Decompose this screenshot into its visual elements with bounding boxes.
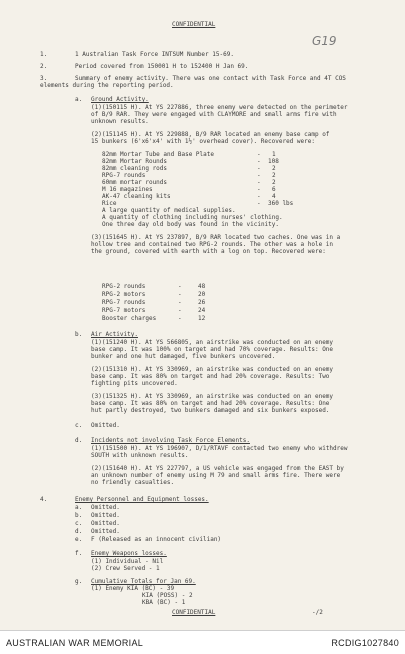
text-line: SOUTH with unknown results. [91,452,189,459]
item-letter: d. [75,528,83,535]
item-number: 3. [40,75,48,82]
text-line: bunker and one hut damaged, five bunkers uncovered. [91,353,276,360]
page-continuation-mark: -/2 [312,609,323,616]
text-line: base camp. It was 100% on target and had 70% coverage. Results: One [91,346,334,353]
list-qty: 20 [198,291,206,298]
text-line: 1 Australian Task Force INTSUM Number 15-69. [75,51,234,58]
section-heading: Air Activity. [91,331,138,338]
list-qty: 12 [198,315,206,322]
item-letter: a. [75,504,83,511]
item-letter: f. [75,550,83,557]
item-letter: a. [75,96,83,103]
text-line: Omitted. [91,512,120,519]
text-line: no friendly casualties. [91,479,175,486]
list-item: 82mm cleaning rods [102,165,168,172]
list-dash: - [257,193,261,200]
page-title: CONFIDENTIAL [172,21,216,28]
list-dash: - [178,299,182,306]
text-line: hut partly destroyed, two bunkers damaged and six bunkers exposed. [91,407,330,414]
list-dash: - [257,172,261,179]
list-qty: 48 [198,283,206,290]
list-qty: 26 [198,299,206,306]
section-heading: Incidents not involving Task Force Elements. [91,437,250,444]
list-item: RPG-7 motors [102,307,146,314]
text-line: A large quantity of medical supplies. [102,207,236,214]
list-item: 82mm Mortar Tube and Base Plate [102,151,214,158]
text-line: an unknown number of enemy using M 79 and small arms fire. There were [91,472,341,479]
list-qty: 2 [272,165,276,172]
text-line: base camp. It was 80% on target and had 20% coverage. Results: One [91,400,330,407]
section-heading: Enemy Personnel and Equipment losses. [75,496,209,503]
handwritten-annotation: G19 [312,34,337,48]
list-qty: 360 lbs [268,200,294,207]
text-line: (1) Individual - Nil [91,558,164,565]
list-dash: - [178,307,182,314]
list-qty: 108 [268,158,279,165]
item-letter: c. [75,422,83,429]
list-item: AK-47 cleaning kits [102,193,171,200]
item-letter: d. [75,437,83,444]
text-line: Period covered from 150001 H to 152400 H Jan 69. [75,63,249,70]
list-dash: - [178,291,182,298]
list-qty: 24 [198,307,206,314]
item-letter: g. [75,578,83,585]
text-line: base camp. It was 80% on target and had 20% coverage. Results: Two [91,373,330,380]
text-line: (1)(150115 H). At YS 227886, three enemy were detected on the perimeter [91,104,348,111]
text-line: (2) Crew Served - 1 [91,565,160,572]
text-line: Omitted. [91,504,120,511]
text-line: unknown results. [91,118,149,125]
text-line: (3)(151325 H). At YS 330969, an airstrike was conducted on an enemy [91,393,334,400]
list-dash: - [257,158,261,165]
item-number: 1. [40,51,48,58]
list-item: Booster charges [102,315,157,322]
text-line: fighting pits uncovered. [91,380,178,387]
text-line: (1) Enemy KIA (BC) - 39 [91,585,175,592]
list-item: RPG-7 rounds [102,299,146,306]
text-line: (2)(151310 H). At YS 330969, an airstrike was conducted on an enemy [91,366,334,373]
text-line: A quantity of clothing including nurses' clothing. [102,214,283,221]
list-dash: - [178,283,182,290]
list-qty: 2 [272,172,276,179]
text-line: KIA (POSS) - 2 [142,592,193,599]
list-item: RPG-2 motors [102,291,146,298]
item-letter: c. [75,520,83,527]
text-line: hollow tree and contained two RPG-2 rounds. The other was a hole in [91,241,334,248]
list-item: 60mm mortar rounds [102,179,168,186]
footer-classification: CONFIDENTIAL [172,609,216,616]
text-line: Omitted. [91,520,120,527]
text-line: 15 bunkers (6'x6'x4' with 1½' overhead cover). Recovered were: [91,138,315,145]
list-qty: 1 [272,151,276,158]
list-item: RPG-7 rounds [102,172,146,179]
section-heading: Ground Activity. [91,96,149,103]
list-dash: - [178,315,182,322]
list-item: Rice [102,200,117,207]
text-line: One three day old body was found in the vicinity. [102,221,280,228]
text-line: KBA (BC) - 1 [142,599,186,606]
text-line: (1)(151240 H). At YS 566805, an airstrike was conducted on an enemy [91,339,334,346]
item-letter: b. [75,512,83,519]
text-line: Omitted. [91,422,120,429]
section-heading: Enemy Weapons losses. [91,550,167,557]
text-line: the ground, covered with earth with a log on top. Recovered were: [91,248,326,255]
item-letter: e. [75,536,83,543]
list-dash: - [257,165,261,172]
text-line: (1)(151500 H). At YS 196907, D/1/RTAVF contacted two enemy who withdrew [91,445,348,452]
archive-name: AUSTRALIAN WAR MEMORIAL [6,638,144,648]
list-qty: 2 [272,179,276,186]
text-line: (3)(151645 H). At YS 237897, B/9 RAR located two caches. One was in a [91,234,341,241]
list-dash: - [257,186,261,193]
list-dash: - [257,200,261,207]
list-item: RPG-2 rounds [102,283,146,290]
text-line: elements during the reporting period. [40,82,174,89]
list-dash: - [257,179,261,186]
text-line: F (Released as an innocent civilian) [91,536,222,543]
record-id: RCDIG1027840 [331,638,399,648]
list-dash: - [257,151,261,158]
list-item: M 16 magazines [102,186,153,193]
section-heading: Cumulative Totals for Jan 69. [91,578,196,585]
text-line: Omitted. [91,528,120,535]
list-item: 82mm Mortar Rounds [102,158,168,165]
archive-footer [0,630,405,654]
text-line: (2)(151145 H). At YS 229888, B/9 RAR located an enemy base camp of [91,131,330,138]
list-qty: 4 [272,193,276,200]
item-letter: b. [75,331,83,338]
text-line: (2)(151640 H). At YS 227797, a US vehicle was engaged from the EAST by [91,465,344,472]
item-number: 4. [40,496,48,503]
list-qty: 6 [272,186,276,193]
text-line: Summary of enemy activity. There was one contact with Task Force and 4T COS [75,75,346,82]
text-line: of B/9 RAR. They were engaged with CLAYMORE and small arms fire with [91,111,337,118]
item-number: 2. [40,63,48,70]
